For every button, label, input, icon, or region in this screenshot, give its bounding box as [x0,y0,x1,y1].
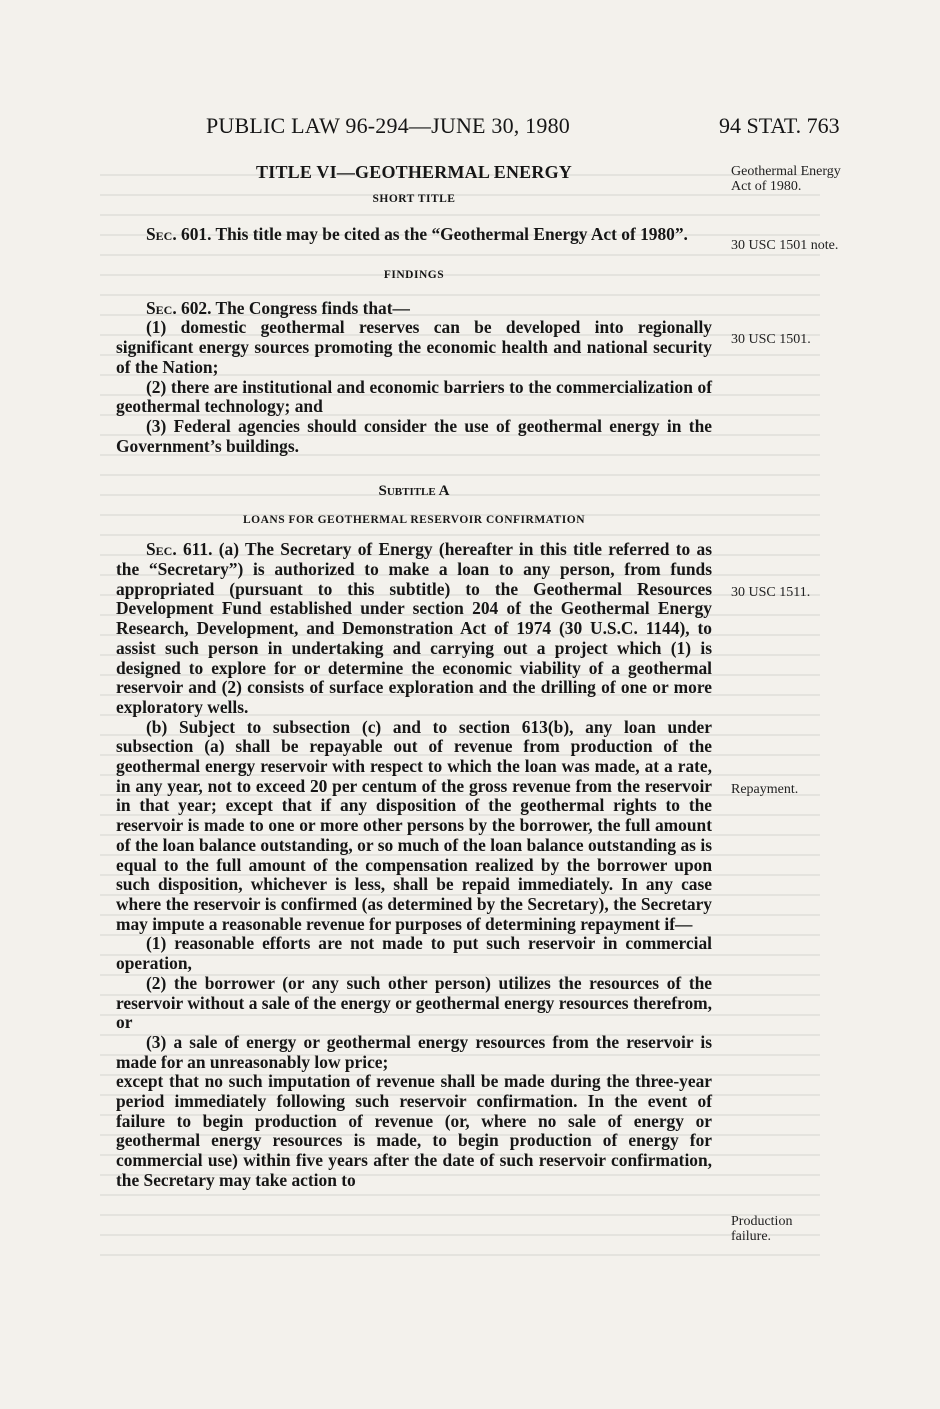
margin-note-act-name: Geothermal Energy Act of 1980. [731,164,841,194]
section-611-b-tail: except that no such imputation of revenue shall be made during the three-year period immediately following such reservoir confirmation. In the event of failure to begin production of revenue (or, where no sale of energy or geothermal energy resources is made, to begin production of energy for commercial use) within five years after the date of such reservoir confirmation, the Secretary may take action to [116,1071,712,1190]
section-611-b: (b) Subject to subsection (c) and to section 613(b), any loan under subsection (a) shall be repayable out of revenue from production of the geothermal energy reservoir with respect to which the loan was made, at a rate, in any year, not to exceed 20 per centum of the gross revenue from the reservoir in that year; except that if any disposition of the geothermal rights to the reservoir is made to one or more other persons by the borrower, the full amount of the loan balance outstanding, or so much of the loan balance outstanding as is equal to the full amount of the compensation realized by the borrower upon such disposition, whichever is less, shall be repaid immediately. In any case where the reservoir is confirmed (as determined by the Secretary), the Secretary may impute a reasonable revenue for purposes of determining repayment if— [116,716,712,934]
subtitle-a-heading: Subtitle A [378,483,450,500]
section-601-label: Sec. 601. [146,224,212,244]
margin-note-usc-1501: 30 USC 1501. [731,332,811,347]
section-611-a-text: (a) The Secretary of Energy (hereafter in this title referred to as the “Secretary”) is authorized to make a loan to any person, from funds appropriated (pursuant to this subtitle) to the Geothermal Resources Development Fund established under section 204 of the Geothermal Energy Research, Development, and Demonstration Act of 1974 (30 U.S.C. 1144), to assist such person in undertaking and carrying out a project which (1) is designed to explore for or determine the economic viability of a geothermal reservoir and (2) consists of surface exploration and the drilling of one or more exploratory wells. [116,539,712,717]
loans-heading: LOANS FOR GEOTHERMAL RESERVOIR CONFIRMATION [242,514,586,527]
finding-item: (2) there are institutional and economic barriers to the commercialization of geothermal technology; and [116,376,712,417]
title-heading: TITLE VI—GEOTHERMAL ENERGY [256,162,572,182]
imputation-item: (1) reasonable efforts are not made to put such reservoir in commercial operation, [116,933,712,974]
finding-item: (3) Federal agencies should consider the use of geothermal energy in the Government’s buildings. [116,415,712,456]
section-601-text: This title may be cited as the “Geothermal Energy Act of 1980”. [215,224,688,244]
finding-item: (1) domestic geothermal reserves can be developed into regionally significant energy sources promoting the economic health and national security of the Nation; [116,317,712,377]
section-601 [116,225,712,245]
imputation-item: (3) a sale of energy or geothermal energy resources from the reservoir is made for an unreasonably low price; [116,1031,712,1072]
findings-heading: FINDINGS [383,268,445,281]
section-602-intro-text: The Congress finds that— [215,297,410,318]
statute-body [116,162,712,1191]
law-citation-header: PUBLIC LAW 96-294—JUNE 30, 1980 [206,113,570,138]
short-title-heading: SHORT TITLE [372,193,456,205]
page-header [0,113,940,143]
section-611-label: Sec. 611. [146,539,213,560]
statute-page-number: 94 STAT. 763 [719,113,840,138]
section-611-a [116,540,712,717]
imputation-item: (2) the borrower (or any such other person) utilizes the resources of the reservoir without a sale of the energy or geothermal energy resources therefrom, or [116,972,712,1033]
margin-note-usc-1501-note: 30 USC 1501 note. [731,238,839,253]
margin-note-repayment: Repayment. [731,782,799,797]
section-602-label: Sec. 602. [146,297,212,318]
margin-note-usc-1511: 30 USC 1511. [731,585,811,600]
margin-note-production-failure: Production failure. [731,1214,793,1244]
section-602-intro [116,299,712,319]
